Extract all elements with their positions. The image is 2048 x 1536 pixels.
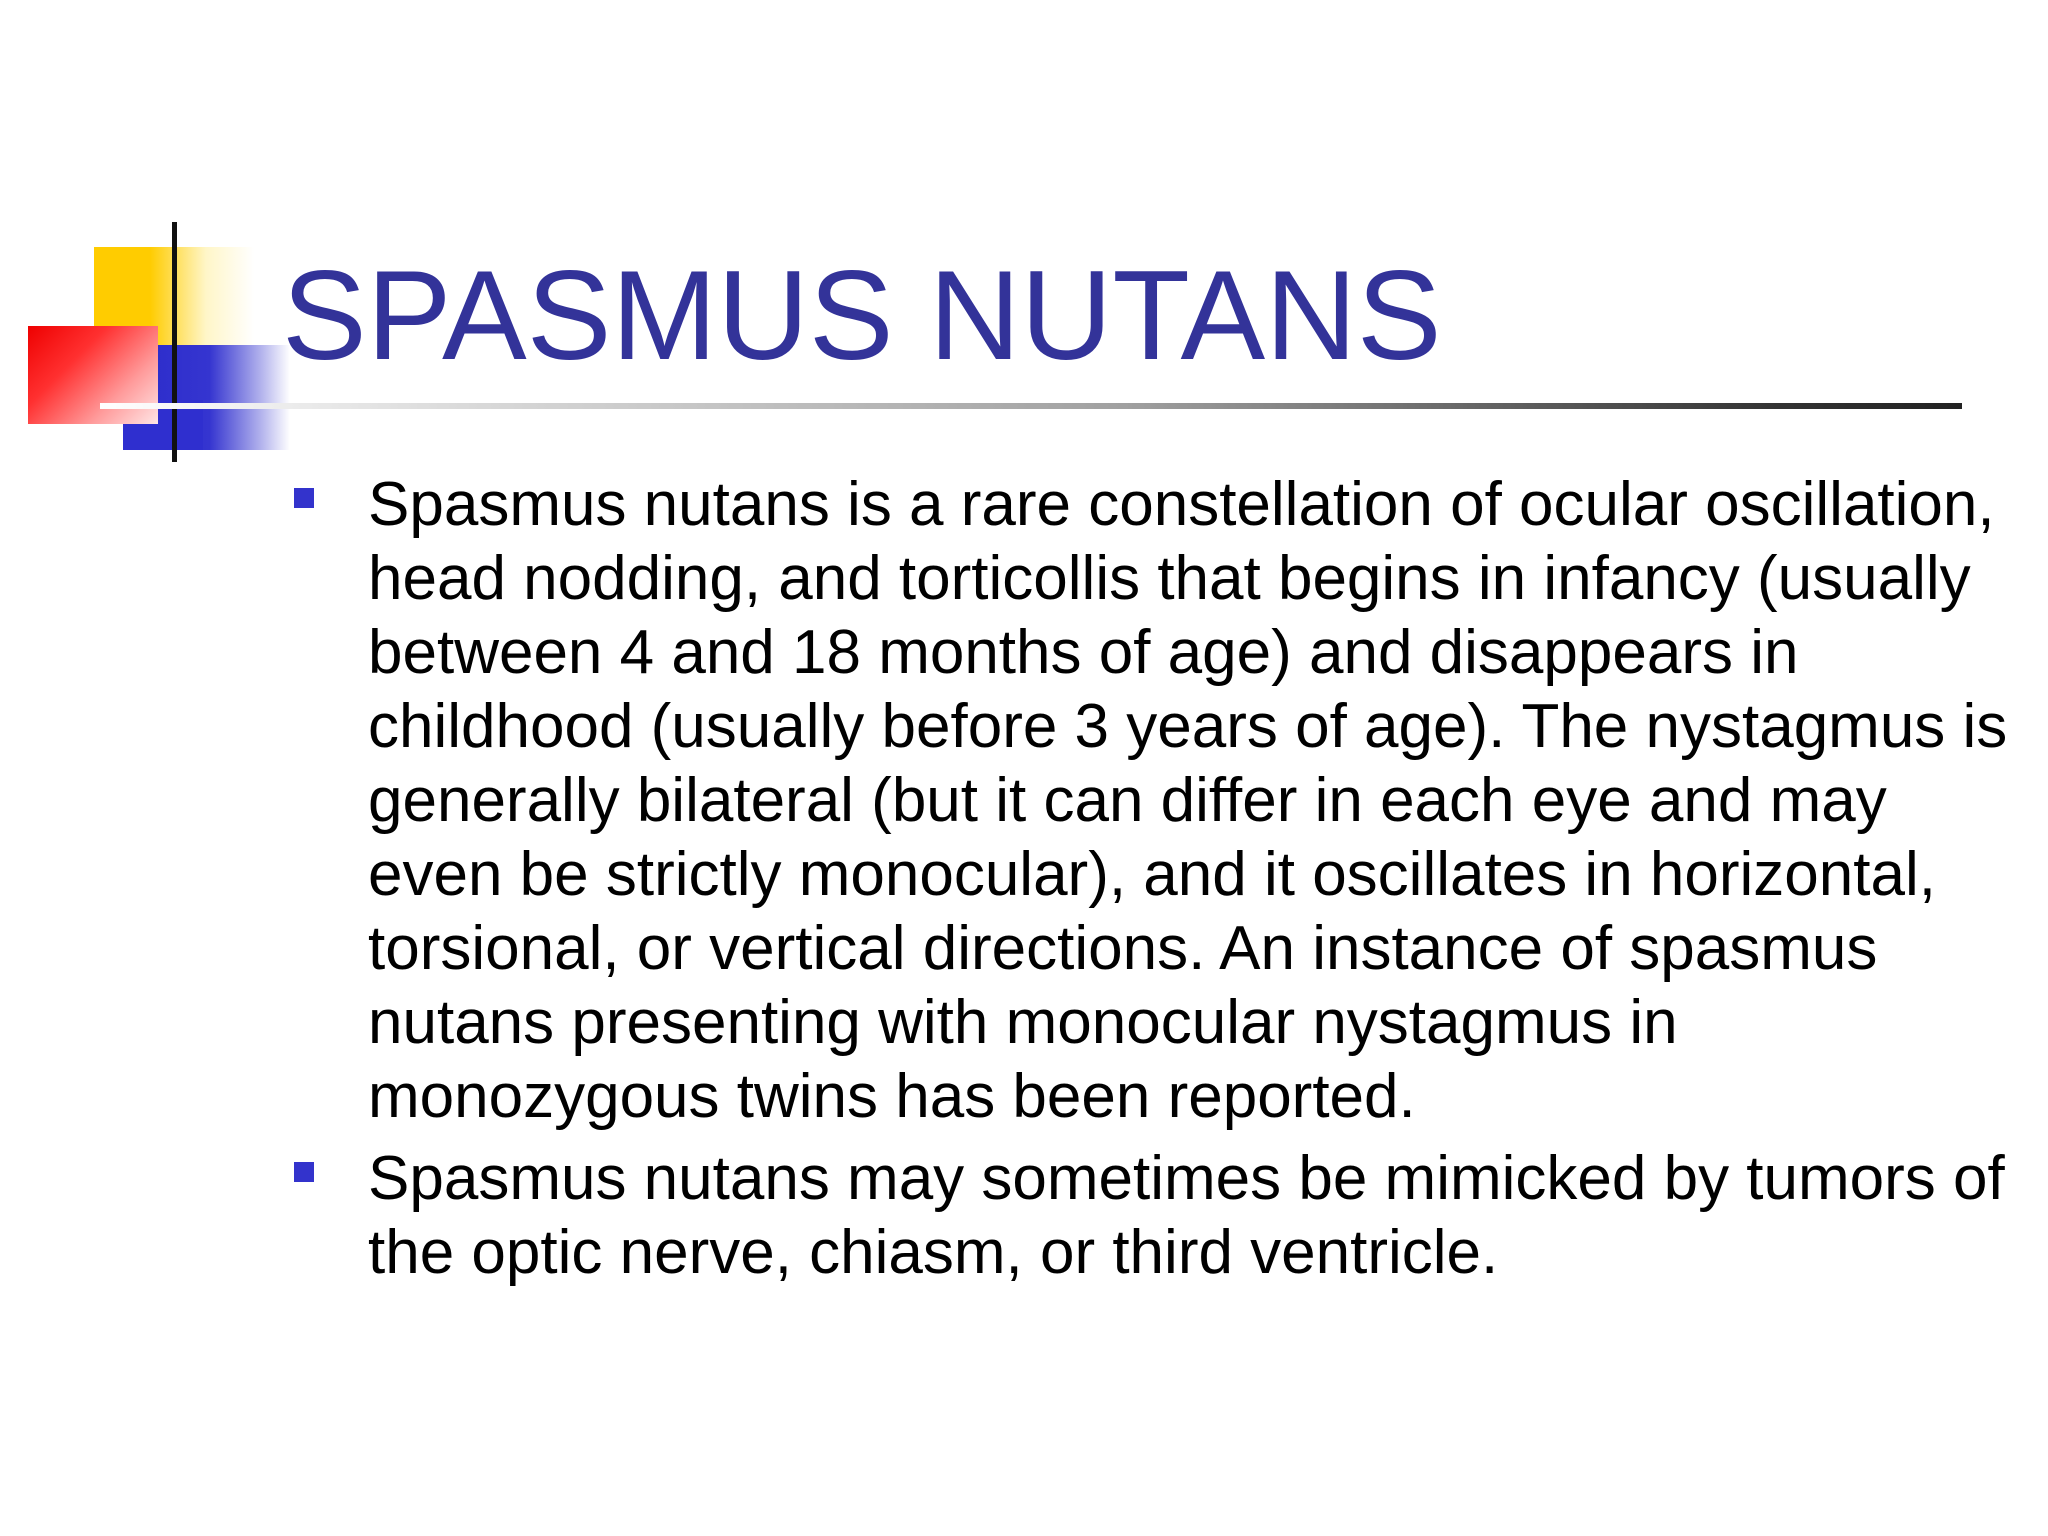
title-underline (100, 403, 1962, 409)
red-block (28, 326, 158, 424)
bullet-item (290, 1142, 2010, 1290)
square-bullet-icon (294, 488, 314, 508)
slide-title: SPASMUS NUTANS (282, 244, 1442, 386)
vertical-accent-line (172, 222, 177, 462)
bullet-text: Spasmus nutans is a rare constellation of ocular oscillation, head nodding, and torticollis that begins in infancy (usually between 4 and 18 months of age) and disappears in childhood (usually before 3 years of age). The nystagmus is generally bilateral (but it can differ in each eye and may even be strictly monocular), and it oscillates in horizontal, torsional, or vertical directions. An instance of spasmus nutans presenting with monocular nystagmus in monozygous twins has been reported. (368, 470, 2008, 1131)
square-bullet-icon (294, 1162, 314, 1182)
bullet-list (290, 468, 2010, 1298)
bullet-item (290, 468, 2010, 1134)
bullet-text: Spasmus nutans may sometimes be mimicked by tumors of the optic nerve, chiasm, or third ventricle. (368, 1144, 2005, 1287)
